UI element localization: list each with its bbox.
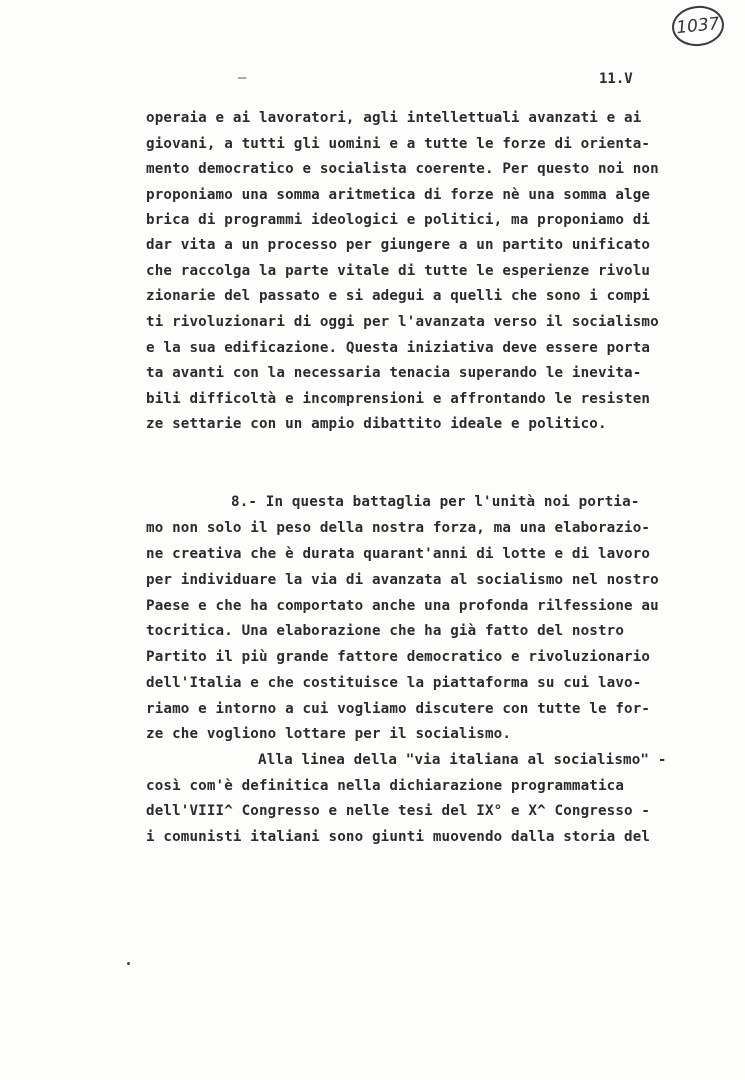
text-line: ne creativa che è durata quarant'anni di lotte e di lavoro [146, 546, 651, 562]
text-line: dar vita a un processo per giungere a un partito unificato [146, 237, 651, 253]
text-line: Alla linea della "via italiana al socialismo" - [258, 752, 667, 768]
text-line: Partito il più grande fattore democratico e rivoluzionario [146, 649, 651, 665]
text-line: che raccolga la parte vitale di tutte le esperienze rivolu [146, 263, 651, 279]
text-line: riamo e intorno a cui vogliamo discutere con tutte le for- [146, 701, 651, 717]
text-line: ti rivoluzionari di oggi per l'avanzata verso il socialismo [146, 314, 659, 330]
text-line: per individuare la via di avanzata al socialismo nel nostro [146, 572, 659, 588]
text-line: brica di programmi ideologici e politici, ma proponiamo di [146, 212, 651, 228]
text-line: e la sua edificazione. Questa iniziativa deve essere porta [146, 340, 651, 356]
text-line: 8.- In questa battaglia per l'unità noi portia- [231, 494, 640, 510]
text-line: così com'è definitica nella dichiarazione programmatica [146, 778, 625, 794]
text-line: dell'VIII^ Congresso e nelle tesi del IX° e X^ Congresso - [146, 803, 651, 819]
text-line: ze settarie con un ampio dibattito ideale e politico. [146, 416, 607, 432]
text-line: tocritica. Una elaborazione che ha già fatto del nostro [146, 623, 625, 639]
text-line: mento democratico e socialista coerente. Per questo noi non [146, 161, 659, 177]
ink-speck [127, 962, 130, 965]
handwritten-page-stamp: 1037 [670, 3, 726, 48]
text-line: mo non solo il peso della nostra forza, ma una elaborazio- [146, 520, 651, 536]
text-line: zionarie del passato e si adegui a quelli che sono i compi [146, 288, 651, 304]
text-line: dell'Italia e che costituisce la piattaforma su cui lavo- [146, 675, 642, 691]
text-line: i comunisti italiani sono giunti muovendo dalla storia del [146, 829, 651, 845]
text-line: ta avanti con la necessaria tenacia superando le inevita- [146, 365, 642, 381]
text-line: giovani, a tutti gli uomini e a tutte le forze di orienta- [146, 136, 651, 152]
header-dash: – [238, 70, 247, 86]
text-line: ze che vogliono lottare per il socialismo. [146, 726, 512, 742]
text-line: Paese e che ha comportato anche una profonda rilfessione au [146, 598, 659, 614]
page-number: 11.V [599, 71, 633, 87]
text-line: proponiamo una somma aritmetica di forze nè una somma alge [146, 187, 651, 203]
text-line: bili difficoltà e incomprensioni e affrontando le resisten [146, 391, 651, 407]
text-line: operaia e ai lavoratori, agli intellettuali avanzati e ai [146, 110, 642, 126]
